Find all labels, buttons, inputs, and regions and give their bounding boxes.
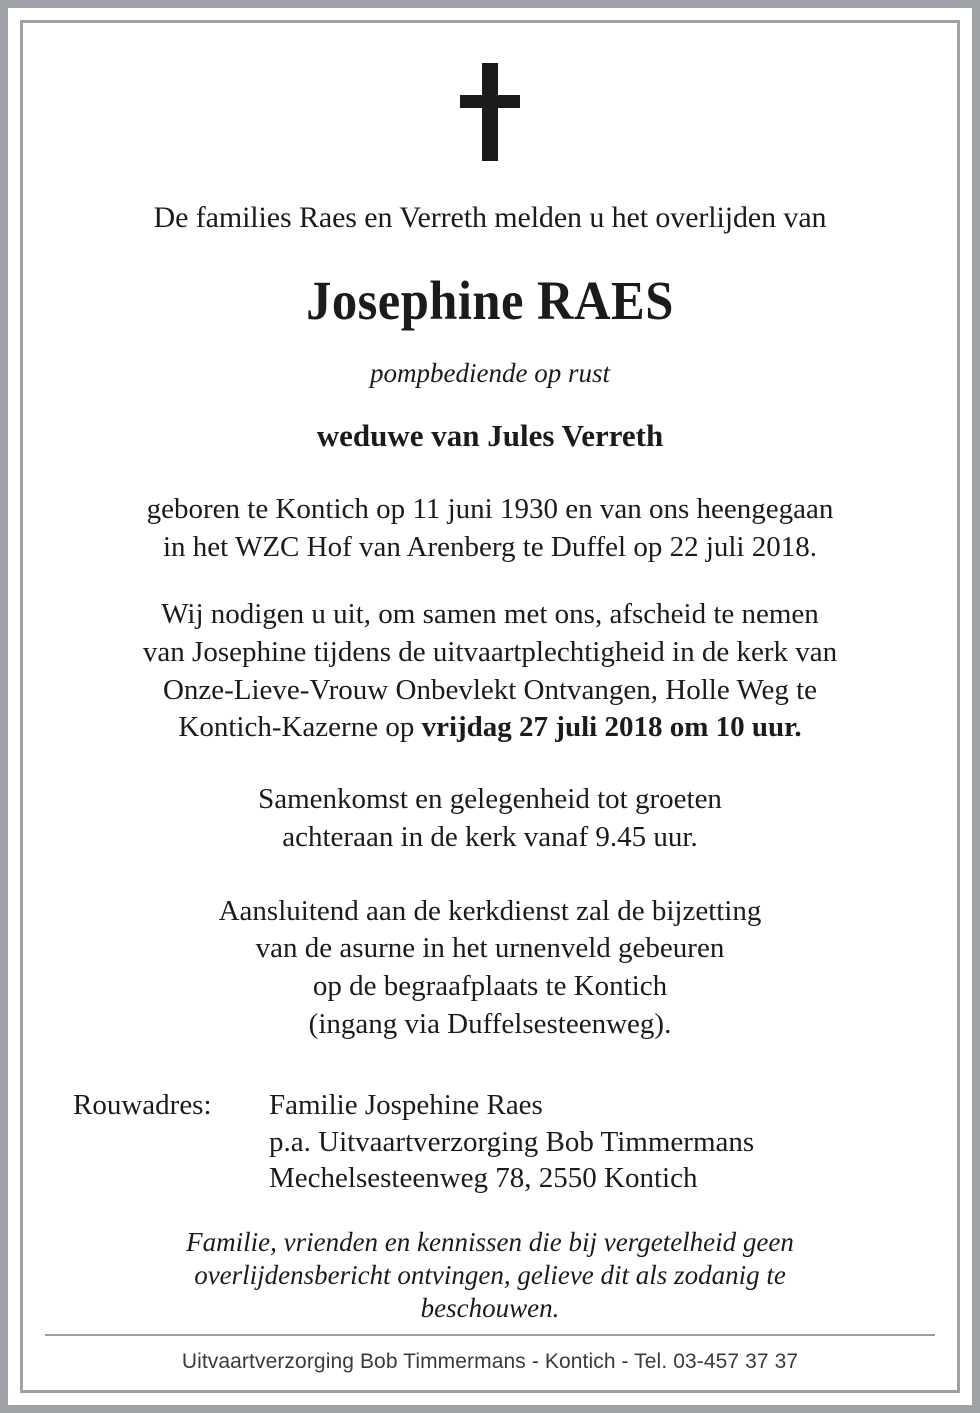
closing-note-line-3: beschouwen. <box>420 1292 560 1323</box>
memorial-card-inner-frame <box>20 20 960 1393</box>
deceased-spouse-relation: weduwe van Jules Verreth <box>316 417 664 453</box>
gathering-paragraph <box>23 781 957 856</box>
burial-line-2: van de asurne in het urnenveld gebeuren <box>255 932 725 965</box>
memorial-content <box>23 23 957 1325</box>
memorial-card-sheet <box>23 23 957 1390</box>
deceased-name: Josephine RAES <box>306 269 674 331</box>
mourning-address-row <box>73 1087 957 1196</box>
deceased-occupation: pompbediende op rust <box>370 358 610 389</box>
gathering-line-1: Samenkomst en gelegenheid tot groeten <box>258 783 722 816</box>
mourning-address-label: Rouwadres: <box>73 1089 212 1122</box>
footer-divider <box>45 1334 935 1336</box>
death-line: in het WZC Hof van Arenberg te Duffel op 22 juli 2018. <box>162 530 817 563</box>
funeral-invitation-paragraph <box>23 596 957 747</box>
mourning-address-line-3: Mechelsesteenweg 78, 2550 Kontich <box>269 1161 698 1194</box>
mourning-address-lines <box>269 1087 957 1196</box>
mourning-address-block <box>23 1087 957 1196</box>
funeral-home-credit: Uitvaartverzorging Bob Timmermans - Kontich - Tel. 03-457 37 37 <box>181 1350 799 1373</box>
closing-note <box>23 1226 957 1325</box>
invitation-line-2: van Josephine tijdens de uitvaartplechtigheid in de kerk van <box>142 636 838 669</box>
burial-paragraph <box>23 893 957 1044</box>
birth-and-death-paragraph <box>23 491 957 566</box>
invitation-line-3: Onze-Lieve-Vrouw Onbevlekt Ontvangen, Holle Weg te <box>162 673 818 706</box>
closing-note-line-1: Familie, vrienden en kennissen die bij vergetelheid geen <box>186 1227 794 1258</box>
burial-line-1: Aansluitend aan de kerkdienst zal de bijzetting <box>218 894 762 927</box>
funeral-datetime: vrijdag 27 juli 2018 om 10 uur. <box>421 711 802 744</box>
footer <box>23 1334 957 1374</box>
invitation-line-4 <box>23 709 957 747</box>
mourning-address-line-2: p.a. Uitvaartverzorging Bob Timmermans <box>269 1125 755 1158</box>
announcement-intro-text: De families Raes en Verreth melden u het overlijden van <box>153 201 827 234</box>
gathering-line-2: achteraan in de kerk vanaf 9.45 uur. <box>282 820 698 853</box>
burial-line-4: (ingang via Duffelsesteenweg). <box>308 1007 672 1040</box>
mourning-address-line-1: Familie Jospehine Raes <box>269 1089 543 1122</box>
invitation-line-1: Wij nodigen u uit, om samen met ons, afscheid te nemen <box>161 598 819 631</box>
burial-line-3: op de begraafplaats te Kontich <box>312 969 668 1002</box>
birth-line: geboren te Kontich op 11 juni 1930 en van ons heengegaan <box>146 493 834 526</box>
invitation-location-prefix: Kontich-Kazerne op <box>178 711 422 744</box>
closing-note-line-2: overlijdensbericht ontvingen, gelieve dit als zodanig te <box>194 1259 786 1290</box>
